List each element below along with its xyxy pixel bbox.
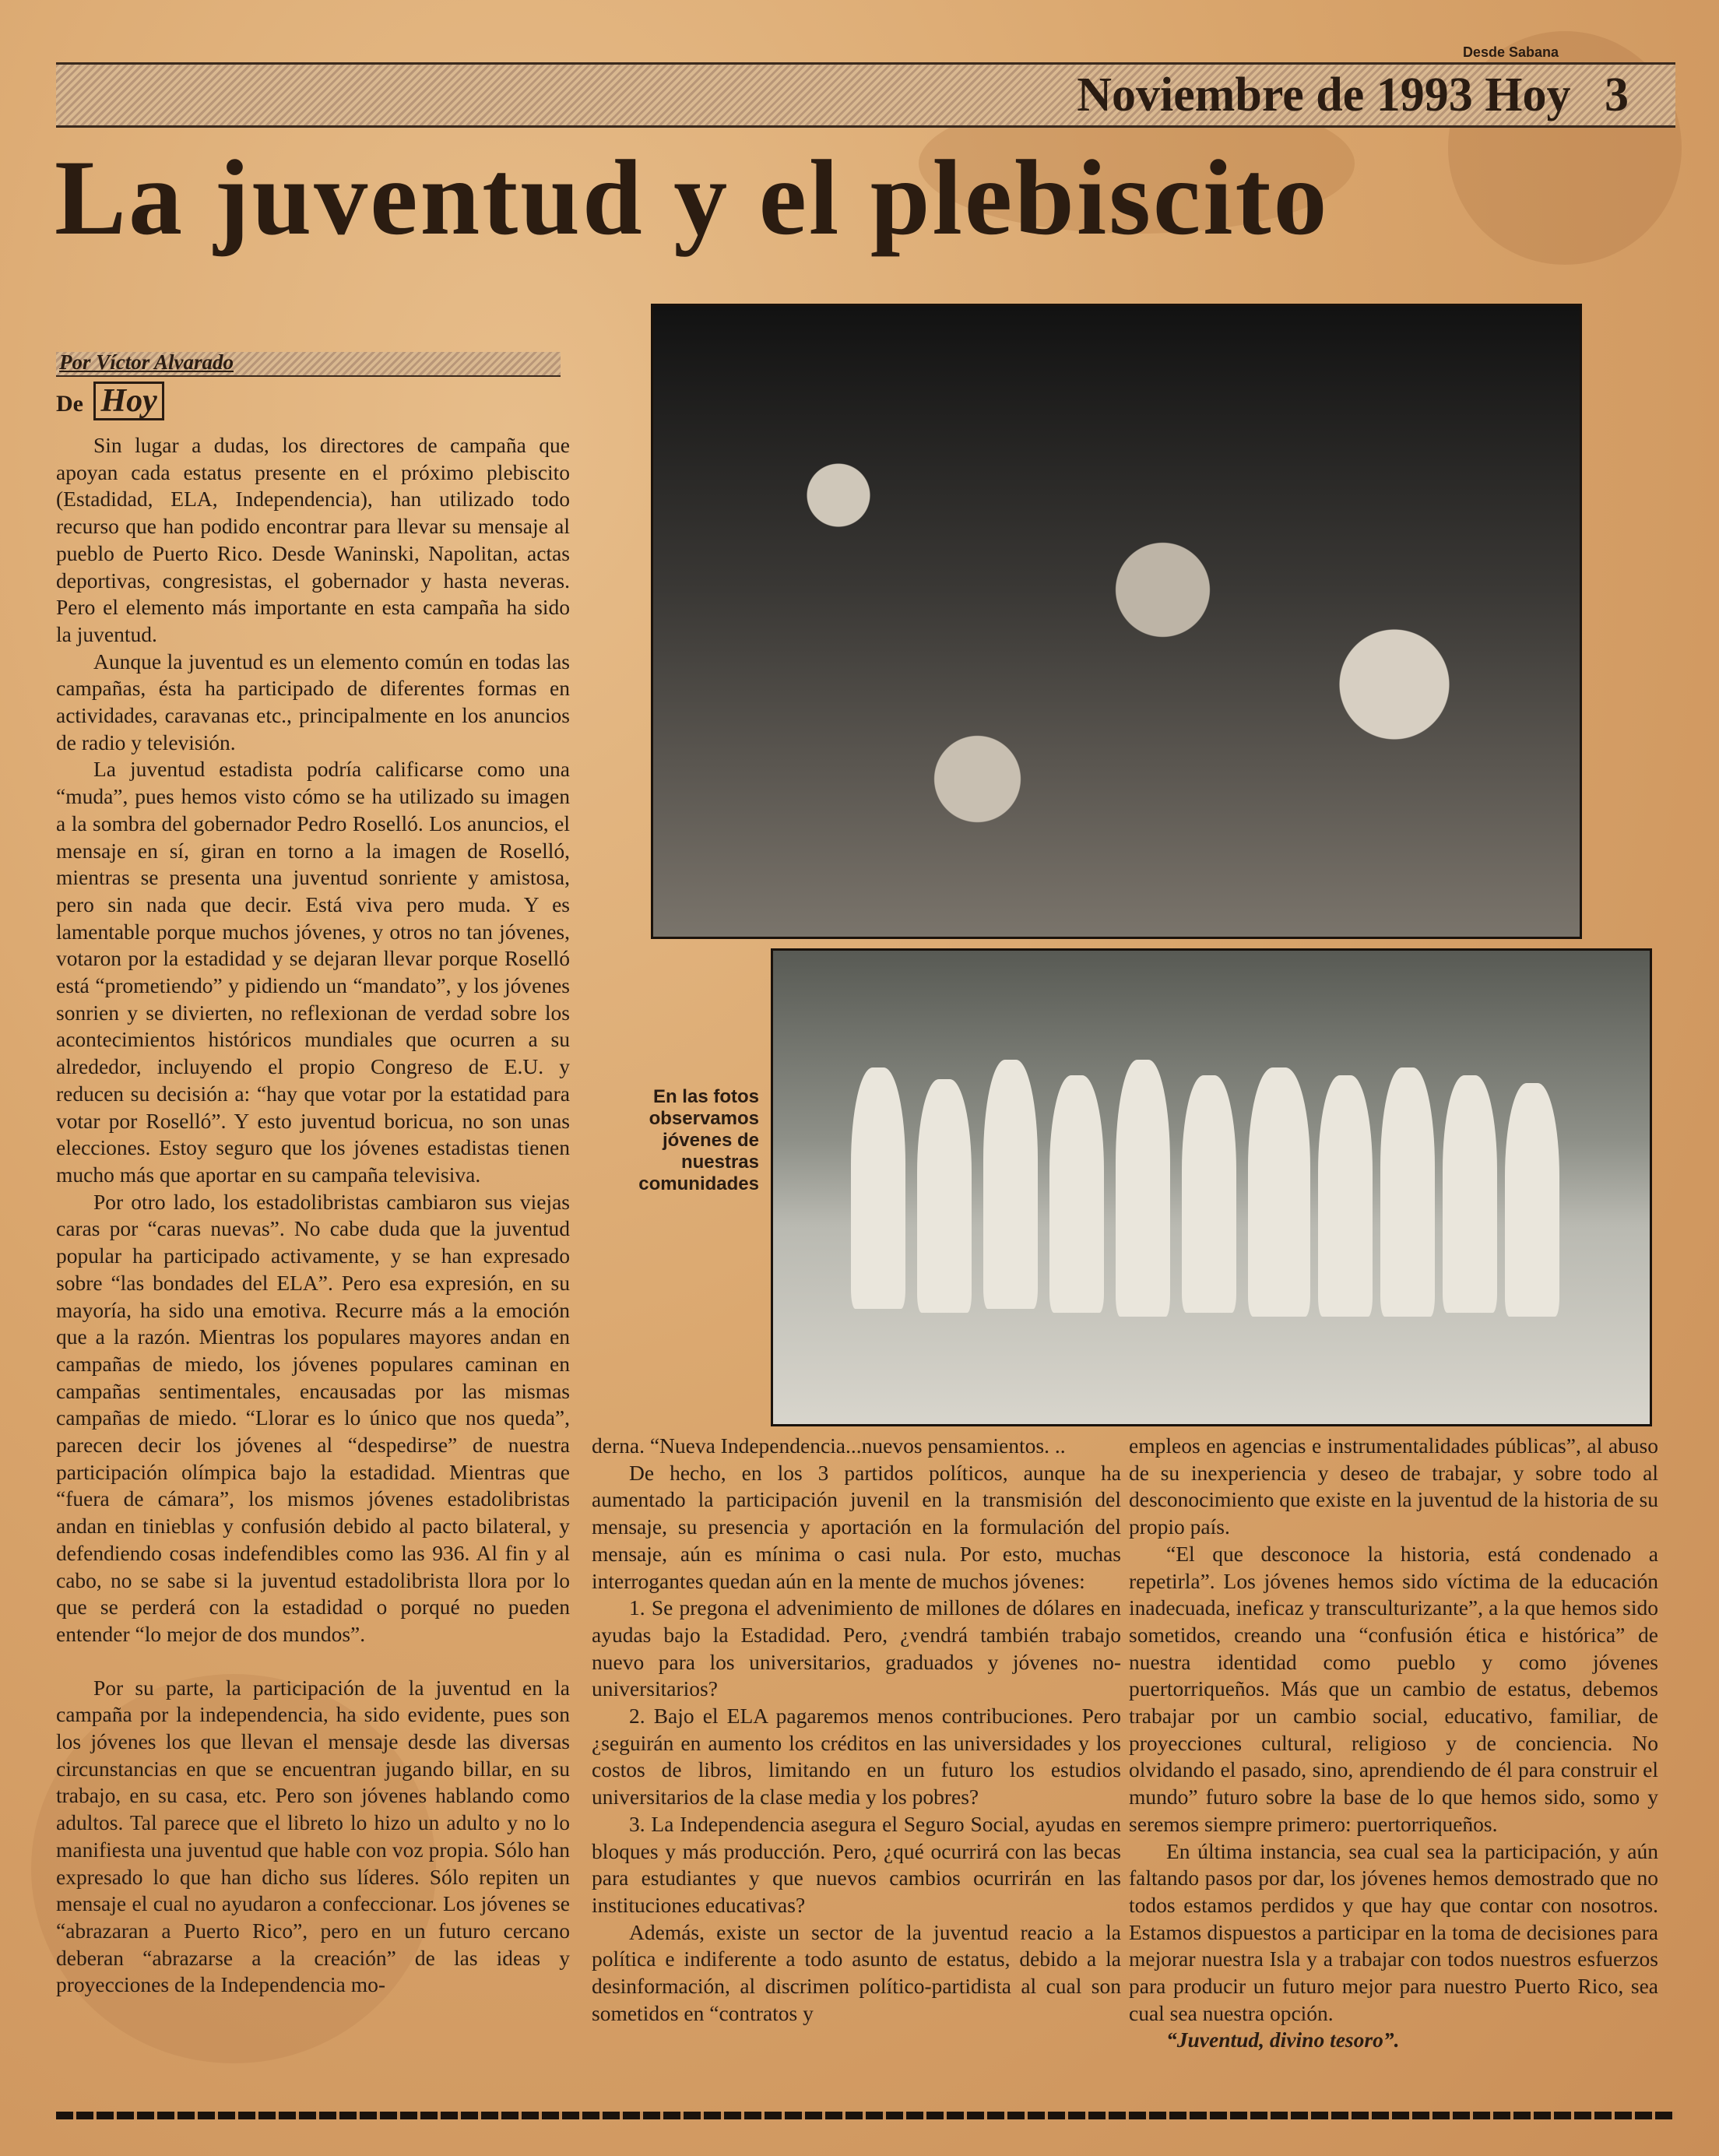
paragraph: Por otro lado, los estadolibristas cambiaron sus viejas caras por “caras nuevas”. No cabe duda que la juventud popular ha participado activamente, y se han expresado sobre “las bondades del ELA”. Pero esa expresión, en su mayoría, ha sido una emotiva. Recurre más a la emoción que a la razón. Mientras los populares mayores andan en campañas de miedo, los jóvenes populares caminan en campañas sentimentales, encausadas por las mismas campañas de miedo. “Llorar es lo único que nos queda”, parecen decir los jóvenes al “despedirse” de nuestra participación olímpica bajo la estadidad. Mientras que “fuera de cámara”, los mismos jóvenes estadolibristas andan en tinieblas y confusión debido al pacto bilateral, y defendiendo cosas indefendibles como las 936. Al fin y al cabo, no se sabe si la juventud estadolibrista llora por lo que se perderá con la estadidad o porqué no pueden entender “lo mejor de dos mundos”.	[56, 1189, 570, 1646]
paragraph: Además, existe un sector de la juventud reacio a la política e indiferente a todo asunto de estatus, debido a la desinformación, al discrimen político-partidista al cual son sometidos en “contratos y	[592, 1919, 1121, 2025]
person-figure	[983, 1060, 1038, 1309]
person-figure	[1182, 1075, 1236, 1313]
paragraph: La juventud estadista podría calificarse como una “muda”, pues hemos visto cómo se ha utilizado su imagen a la sombra del gobernador Pedro Roselló. Los anuncios, el mensaje en sí, giran en torno a la imagen de Roselló, mientras se presenta una juventud sonriente y amistosa, pero sin nada que decir. Está viva pero muda. Y es lamentable porque muchos jóvenes, y otros no tan jóvenes, votaron por la estadidad y se dejaran llevar porque Roselló está “prometiendo” y pidiendo un “mandato”, y los jóvenes sonrien y se divierten, no reflexionan de verdad sobre los acontecimientos históricos mundiales que ocurren a su alrededor, incluyendo el propio Congreso de E.U. y reducen su decisión a: “hay que votar por la estatidad para votar por Roselló”. Y esto juventud boricua, no son unas elecciones. Estoy seguro que los jóvenes estadistas tienen mucho más que aportar en su campaña televisiva.	[56, 757, 570, 1187]
person-figure	[1380, 1067, 1435, 1317]
article-column-3	[1129, 1433, 1658, 2054]
paragraph: derna. “Nueva Independencia...nuevos pensamientos. ..	[592, 1433, 1066, 1458]
paragraph: empleos en agencias e instrumentalidades públicas”, al abuso de su inexperiencia y deseo de trabajar, y sobre todo al desconocimiento que existe en la juventud de la historia de su propio país.	[1129, 1433, 1658, 1539]
headline: La juventud y el plebiscito	[54, 138, 1330, 257]
photo-youth-group	[651, 304, 1582, 939]
person-figure	[1049, 1075, 1104, 1313]
person-figure	[1248, 1067, 1310, 1317]
bottom-rule	[56, 2112, 1675, 2119]
page-number: 3	[1605, 69, 1629, 121]
article-column-1	[56, 432, 570, 1999]
paragraph: 3. La Independencia asegura el Seguro Social, ayudas en bloques y más producción. Pero, ¿qué ocurrirá con las becas para estudiantes y que nuevos cambios ocurrirán en las instituciones educativas?	[592, 1811, 1121, 1917]
byline-from-label: De	[56, 391, 83, 417]
paragraph: “El que desconoce la historia, está condenado a repetirla”. Los jóvenes hemos sido víctima de la educación inadecuada, ineficaz y transculturizante”, a la que hemos sido sometidos, creando una “confusión ética e histórica” de nuestra identidad como pueblo y como jóvenes puertorriqueños. Más que un cambio de estatus, debemos trabajar por un cambio social, educativo, familiar, de proyecciones cultural, religioso y de conciencia. No olvidando el pasado, sino, aprendiendo de él para construir el mundo” futuro sobre la base de lo que hemos sido, somo y seremos siempre primero: puertorriqueños.	[1129, 1541, 1658, 1836]
article-column-2	[592, 1433, 1121, 2027]
byline-block	[56, 352, 561, 420]
header-line	[1077, 68, 1629, 123]
publication-logo: Hoy	[93, 382, 163, 420]
paragraph: 1. Se pregona el advenimiento de millones de dólares en ayudas bajo la Estadidad. Pero, ¿vendrá también trabajo nuevo para los universitarios, graduados y jóvenes no-universitarios?	[592, 1595, 1121, 1701]
paragraph: De hecho, en los 3 partidos políticos, aunque ha aumentado la participación juvenil en la transmisión del mensaje, su presencia y aportación en la formulación del mensaje, aún es mínima o casi nula. Por esto, muchas interrogantes quedan aún en la mente de muchos jóvenes:	[592, 1460, 1121, 1593]
photo-caption: En las fotos observamos jóvenes de nuestras comunidades	[638, 1086, 759, 1194]
paragraph: Sin lugar a dudas, los directores de campaña que apoyan cada estatus presente en el próximo plebiscito (Estadidad, ELA, Independencia), han utilizado todo recurso que han podido encontrar para llevar su mensaje al pueblo de Puerto Rico. Desde Waninski, Napolitan, actas deportivas, congresistas, el gobernador y hasta neveras. Pero el elemento más importante en esta campaña ha sido la juventud.	[56, 433, 570, 646]
paragraph: Por su parte, la participación de la juventud en la campaña por la independencia, ha sido evidente, pues son los jóvenes los que llevan el mensaje desde las diversas circunstancias en que se encuentran jugando billar, en su trabajo, en su casa, etc. Pero son jóvenes hablando como adultos. Tal parece que el libreto lo hizo un adulto y no lo manifiesta una juventud que hable con voz propia. Sólo han expresado lo que han dicho sus líderes. Sólo repiten un mensaje el cual no ayudaron a confeccionar. Los jóvenes se “abrazaran a Puerto Rico”, pero en un futuro cercano deberan “abrazarse a la creación” de las ideas y proyecciones de la Independencia mo-	[56, 1675, 570, 1997]
paragraph: Aunque la juventud es un elemento común en todas las campañas, ésta ha participado de diferentes formas en actividades, caravanas etc., principalmente en los anuncios de radio y televisión.	[56, 649, 570, 754]
person-figure	[1443, 1075, 1497, 1313]
byline-bar	[56, 352, 561, 377]
person-figure	[917, 1079, 972, 1313]
paragraph: En última instancia, sea cual sea la participación, y aún faltando pasos por dar, los jóvenes hemos demostrado que no todos estamos perdidos y que hay que contar con nosotros. Estamos dispuestos a participar en la toma de decisiones para mejorar nuestra Isla y a trabajar con todos nuestros esfuerzos para producir un futuro mejor para nuestro Puerto Rico, sea cual sea nuestra opción.	[1129, 1838, 1658, 2025]
issue-date: Noviembre de 1993	[1077, 69, 1473, 121]
page-header	[56, 44, 1675, 128]
paragraph: 2. Bajo el ELA pagaremos menos contribuciones. Pero ¿seguirán en aumento los créditos en las universidades y los costos de libros, limitando en un futuro los estudios universitarios de la clase media y los pobres?	[592, 1704, 1121, 1810]
publication-name: Hoy	[1485, 69, 1571, 121]
photo-students-trophies	[771, 948, 1652, 1426]
person-figure	[1505, 1083, 1559, 1317]
person-figure	[1116, 1060, 1170, 1317]
person-figure	[1318, 1075, 1373, 1317]
author: Por Víctor Alvarado	[59, 350, 234, 374]
closing-quote: “Juventud, divino tesoro”.	[1166, 2028, 1400, 2052]
byline-from	[56, 382, 561, 420]
publication-tag: Desde Sabana	[1462, 44, 1559, 60]
person-figure	[851, 1067, 905, 1309]
